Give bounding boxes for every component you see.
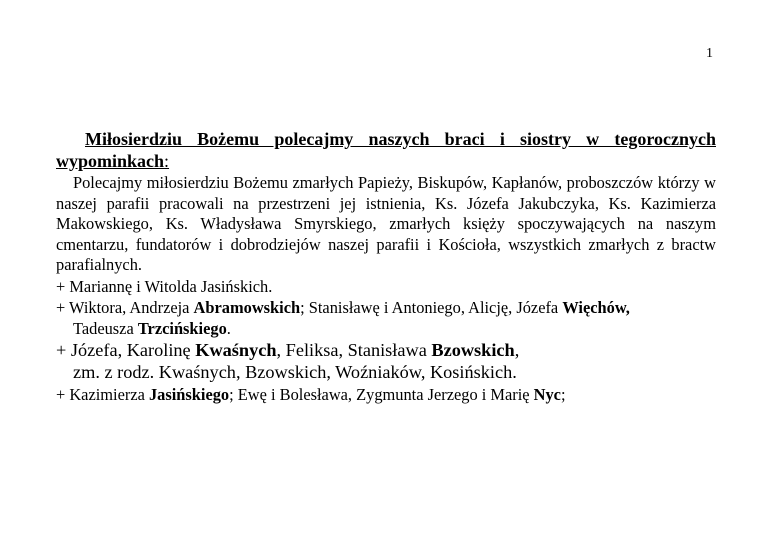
prayer-line-1 (56, 276, 716, 297)
line-text: + Mariannę i Witolda Jasińskich. (56, 276, 273, 296)
surname-bold: Nyc (533, 384, 561, 404)
surname-bold: Abramowskich (193, 297, 301, 317)
document-body (56, 128, 716, 405)
line-text: + Kazimierza (56, 384, 149, 404)
line-text: Tadeusza (73, 318, 138, 338)
surname-bold: Bzowskich (431, 339, 515, 360)
heading-colon: : (164, 151, 170, 171)
line-text: ; (560, 384, 566, 404)
line-text: , (514, 339, 520, 360)
surname-bold: Jasińskiego (148, 384, 230, 404)
line-text: . (226, 318, 231, 338)
line-text: ; Stanisławę i Antoniego, Alicję, Józefa (300, 297, 563, 317)
prayer-line-2 (56, 297, 716, 318)
surname-bold: Kwaśnych (195, 339, 277, 360)
line-text: zm. z rodz. Kwaśnych, Bzowskich, Woźniaków, Kosińskich. (73, 362, 517, 383)
surname-bold: Trzcińskiego (137, 318, 227, 338)
surname-bold: Więchów, (562, 297, 630, 317)
prayer-line-3-continuation (56, 361, 716, 384)
prayer-line-3 (56, 339, 716, 362)
section-heading (56, 128, 716, 172)
intro-paragraph: Polecajmy miłosierdziu Bożemu zmarłych Papieży, Biskupów, Kapłanów, proboszczów którzy w naszej parafii pracowali na przestrzeni jej istnienia, Ks. Józefa Jakubczyka, Ks. Kazimierza Makowskiego, Ks. Władysława Smyrskiego, zmarłych księży spoczywających na naszym cmentarzu, fundatorów i dobrodziejów naszej parafii i Kościoła, wszystkich zmarłych z bractw parafialnych. (56, 173, 716, 275)
prayer-line-2-continuation (56, 318, 716, 339)
line-text: + Józefa, Karolinę (56, 339, 196, 360)
heading-text: Miłosierdziu Bożemu polecajmy naszych braci i siostry w tegorocznych wypominkach (56, 129, 716, 171)
page-number: 1 (706, 46, 713, 61)
line-text: , Feliksa, Stanisława (276, 339, 432, 360)
prayer-line-4 (56, 384, 716, 405)
line-text: + Wiktora, Andrzeja (56, 297, 194, 317)
line-text: ; Ewę i Bolesława, Zygmunta Jerzego i Marię (229, 384, 534, 404)
